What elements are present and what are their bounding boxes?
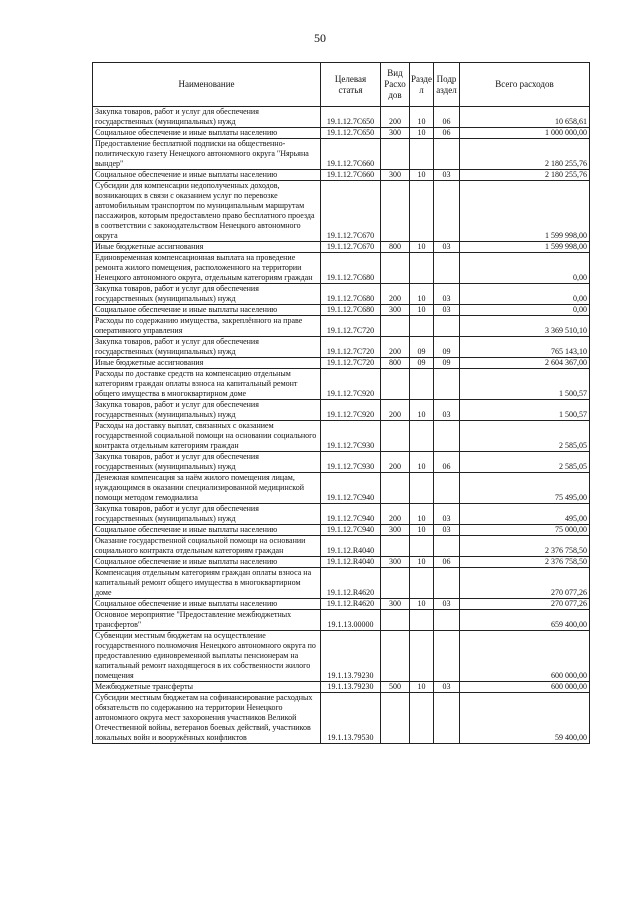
row-section <box>410 139 434 170</box>
table-row <box>93 631 590 682</box>
row-section: 10 <box>410 242 434 253</box>
table-header-row <box>93 63 590 107</box>
row-expense-type: 200 <box>381 337 410 358</box>
row-subsection: 06 <box>434 128 460 139</box>
row-expense-type <box>381 536 410 557</box>
row-total: 0,00 <box>460 284 590 305</box>
row-name: Социальное обеспечение и иные выплаты населению <box>93 305 321 316</box>
row-subsection: 03 <box>434 525 460 536</box>
row-name: Субсидии местным бюджетам на софинансирование расходных обязательств по содержанию на территории Ненецкого автономного округа мест захоронения участников Великой Отечественной войны, ветеранов боевых действий, участников локальных войн и вооружённых конфликтов <box>93 693 321 744</box>
row-target-article: 19.1.12.7C920 <box>321 369 381 400</box>
row-total: 1 000 000,00 <box>460 128 590 139</box>
row-section <box>410 181 434 242</box>
row-target-article: 19.1.12.R4040 <box>321 536 381 557</box>
table-row <box>93 599 590 610</box>
row-total: 2 585,05 <box>460 452 590 473</box>
row-section <box>410 568 434 599</box>
table-row <box>93 557 590 568</box>
row-name: Расходы по доставке средств на компенсацию отдельным категориям граждан оплаты взноса на капитальный ремонт общего имущества в многоквартирном доме <box>93 369 321 400</box>
row-subsection: 03 <box>434 504 460 525</box>
row-total: 1 500,57 <box>460 400 590 421</box>
row-expense-type: 300 <box>381 128 410 139</box>
row-total: 1 500,57 <box>460 369 590 400</box>
row-expense-type: 200 <box>381 107 410 128</box>
row-total: 1 599 998,00 <box>460 181 590 242</box>
table-row <box>93 693 590 744</box>
row-total: 495,00 <box>460 504 590 525</box>
row-name: Закупка товаров, работ и услуг для обеспечения государственных (муниципальных) нужд <box>93 337 321 358</box>
row-subsection <box>434 473 460 504</box>
row-section <box>410 693 434 744</box>
table-row <box>93 682 590 693</box>
row-section: 10 <box>410 305 434 316</box>
row-name: Социальное обеспечение и иные выплаты населению <box>93 557 321 568</box>
row-total: 2 585,05 <box>460 421 590 452</box>
table-row <box>93 284 590 305</box>
row-name: Иные бюджетные ассигнования <box>93 358 321 369</box>
row-name: Закупка товаров, работ и услуг для обеспечения государственных (муниципальных) нужд <box>93 504 321 525</box>
row-expense-type: 800 <box>381 242 410 253</box>
row-target-article: 19.1.12.7C660 <box>321 170 381 181</box>
row-expense-type: 200 <box>381 400 410 421</box>
row-section <box>410 369 434 400</box>
row-target-article: 19.1.12.R4040 <box>321 557 381 568</box>
row-subsection: 03 <box>434 682 460 693</box>
row-total: 600 000,00 <box>460 682 590 693</box>
row-expense-type <box>381 473 410 504</box>
row-total: 2 180 255,76 <box>460 170 590 181</box>
row-name: Субвенции местным бюджетам на осуществление государственного полномочия Ненецкого автономного округа по предоставлению единовременной выплаты пенсионерам на капитальный ремонт находящегося в их собственности жилого помещения <box>93 631 321 682</box>
table-row <box>93 536 590 557</box>
row-subsection <box>434 693 460 744</box>
table-row <box>93 504 590 525</box>
row-expense-type: 300 <box>381 599 410 610</box>
table-row <box>93 421 590 452</box>
row-subsection <box>434 139 460 170</box>
row-target-article: 19.1.13.79530 <box>321 693 381 744</box>
row-subsection <box>434 610 460 631</box>
row-total: 75 000,00 <box>460 525 590 536</box>
row-section <box>410 316 434 337</box>
table-row <box>93 369 590 400</box>
row-name: Закупка товаров, работ и услуг для обеспечения государственных (муниципальных) нужд <box>93 284 321 305</box>
row-section <box>410 610 434 631</box>
table-row <box>93 452 590 473</box>
row-name: Социальное обеспечение и иные выплаты населению <box>93 128 321 139</box>
row-target-article: 19.1.12.7C670 <box>321 242 381 253</box>
row-expense-type: 800 <box>381 358 410 369</box>
row-target-article: 19.1.12.7C930 <box>321 421 381 452</box>
page-number: 50 <box>314 31 326 45</box>
row-total: 765 143,10 <box>460 337 590 358</box>
row-name: Расходы на доставку выплат, связанных с оказанием государственной социальной помощи на основании социального контракта отдельным категориям граждан <box>93 421 321 452</box>
header-target-article: Целевая статья <box>321 63 381 107</box>
row-section: 09 <box>410 358 434 369</box>
row-expense-type <box>381 316 410 337</box>
row-total: 0,00 <box>460 253 590 284</box>
row-target-article: 19.1.12.7C720 <box>321 316 381 337</box>
row-subsection: 06 <box>434 557 460 568</box>
row-total: 10 658,61 <box>460 107 590 128</box>
row-subsection: 03 <box>434 242 460 253</box>
row-subsection: 06 <box>434 107 460 128</box>
row-expense-type <box>381 693 410 744</box>
row-subsection <box>434 181 460 242</box>
row-target-article: 19.1.12.7C650 <box>321 107 381 128</box>
row-name: Основное мероприятие "Предоставление межбюджетных трансфертов" <box>93 610 321 631</box>
row-section <box>410 631 434 682</box>
row-target-article: 19.1.12.7C670 <box>321 181 381 242</box>
row-expense-type <box>381 181 410 242</box>
header-expense-type: Вид Расхо дов <box>381 63 410 107</box>
header-subsection: Подр аздел <box>434 63 460 107</box>
header-name: Наименование <box>93 63 321 107</box>
row-name: Предоставление бесплатной подписки на общественно-политическую газету Ненецкого автономного округа "Нярьяна вындер" <box>93 139 321 170</box>
row-subsection: 03 <box>434 170 460 181</box>
row-target-article: 19.1.12.7C940 <box>321 504 381 525</box>
table-row <box>93 305 590 316</box>
row-expense-type: 200 <box>381 504 410 525</box>
row-expense-type: 300 <box>381 305 410 316</box>
row-target-article: 19.1.12.7C720 <box>321 337 381 358</box>
row-section <box>410 473 434 504</box>
row-subsection <box>434 421 460 452</box>
row-section: 10 <box>410 682 434 693</box>
row-total: 600 000,00 <box>460 631 590 682</box>
row-subsection <box>434 631 460 682</box>
row-target-article: 19.1.12.R4620 <box>321 568 381 599</box>
row-expense-type: 300 <box>381 525 410 536</box>
row-name: Социальное обеспечение и иные выплаты населению <box>93 525 321 536</box>
row-name: Компенсация отдельным категориям граждан оплаты взноса на капитальный ремонт общего имущества в многоквартирном доме <box>93 568 321 599</box>
row-section <box>410 536 434 557</box>
row-expense-type <box>381 253 410 284</box>
table-body <box>93 107 590 744</box>
row-target-article: 19.1.12.7C680 <box>321 253 381 284</box>
row-name: Единовременная компенсационная выплата на проведение ремонта жилого помещения, расположенного на территории Ненецкого автономного округа, отдельным категориям граждан <box>93 253 321 284</box>
table-row <box>93 525 590 536</box>
row-expense-type: 300 <box>381 170 410 181</box>
row-target-article: 19.1.12.7C680 <box>321 284 381 305</box>
row-target-article: 19.1.12.7C940 <box>321 525 381 536</box>
row-total: 270 077,26 <box>460 599 590 610</box>
row-target-article: 19.1.12.7C940 <box>321 473 381 504</box>
row-section: 10 <box>410 452 434 473</box>
table-row <box>93 610 590 631</box>
row-section: 10 <box>410 557 434 568</box>
row-subsection: 03 <box>434 305 460 316</box>
row-section: 10 <box>410 400 434 421</box>
row-name: Закупка товаров, работ и услуг для обеспечения государственных (муниципальных) нужд <box>93 452 321 473</box>
row-target-article: 19.1.12.R4620 <box>321 599 381 610</box>
row-name: Субсидии для компенсации недополученных доходов, возникающих в связи с оказанием услуг по перевозке автомобильным транспортом по муниципальным маршрутам пассажиров, которым предоставлено право бесплатного проезда в соответствии с законодательством Ненецкого автономного округа <box>93 181 321 242</box>
row-subsection <box>434 316 460 337</box>
row-expense-type <box>381 139 410 170</box>
row-section: 10 <box>410 170 434 181</box>
row-total: 59 400,00 <box>460 693 590 744</box>
row-subsection: 03 <box>434 400 460 421</box>
row-name: Социальное обеспечение и иные выплаты населению <box>93 599 321 610</box>
row-section <box>410 421 434 452</box>
table-row <box>93 107 590 128</box>
row-target-article: 19.1.12.7C680 <box>321 305 381 316</box>
row-expense-type: 200 <box>381 284 410 305</box>
row-expense-type <box>381 421 410 452</box>
row-total: 0,00 <box>460 305 590 316</box>
row-target-article: 19.1.12.7C930 <box>321 452 381 473</box>
row-target-article: 19.1.13.79230 <box>321 631 381 682</box>
row-subsection: 09 <box>434 337 460 358</box>
row-total: 2 376 758,50 <box>460 557 590 568</box>
row-total: 3 369 510,10 <box>460 316 590 337</box>
row-name: Расходы по содержанию имущества, закреплённого на праве оперативного управления <box>93 316 321 337</box>
row-name: Денежная компенсация за наём жилого помещения лицам, нуждающимся в оказании специализированной медицинской помощи методом гемодиализа <box>93 473 321 504</box>
row-subsection <box>434 369 460 400</box>
row-expense-type <box>381 610 410 631</box>
row-name: Оказание государственной социальной помощи на основании социального контракта отдельным категориям граждан <box>93 536 321 557</box>
row-total: 659 400,00 <box>460 610 590 631</box>
row-section: 09 <box>410 337 434 358</box>
header-total-expenses: Всего расходов <box>460 63 590 107</box>
row-expense-type <box>381 568 410 599</box>
table-row <box>93 128 590 139</box>
row-target-article: 19.1.12.7C650 <box>321 128 381 139</box>
table-row <box>93 400 590 421</box>
row-subsection: 03 <box>434 284 460 305</box>
row-subsection: 03 <box>434 599 460 610</box>
row-section: 10 <box>410 107 434 128</box>
row-expense-type: 300 <box>381 557 410 568</box>
row-section <box>410 253 434 284</box>
row-section: 10 <box>410 128 434 139</box>
table-row <box>93 181 590 242</box>
table-row <box>93 170 590 181</box>
row-section: 10 <box>410 599 434 610</box>
row-subsection: 09 <box>434 358 460 369</box>
row-subsection: 06 <box>434 452 460 473</box>
table-row <box>93 139 590 170</box>
row-name: Закупка товаров, работ и услуг для обеспечения государственных (муниципальных) нужд <box>93 400 321 421</box>
row-total: 2 180 255,76 <box>460 139 590 170</box>
row-subsection <box>434 253 460 284</box>
row-total: 75 495,00 <box>460 473 590 504</box>
row-expense-type <box>381 369 410 400</box>
row-section: 10 <box>410 504 434 525</box>
row-target-article: 19.1.13.00000 <box>321 610 381 631</box>
row-subsection <box>434 568 460 599</box>
header-section: Разде л <box>410 63 434 107</box>
row-target-article: 19.1.12.7C720 <box>321 358 381 369</box>
row-subsection <box>434 536 460 557</box>
row-total: 2 376 758,50 <box>460 536 590 557</box>
row-section: 10 <box>410 525 434 536</box>
table-row <box>93 568 590 599</box>
row-name: Иные бюджетные ассигнования <box>93 242 321 253</box>
expenditure-table <box>92 62 590 744</box>
row-expense-type <box>381 631 410 682</box>
table-row <box>93 242 590 253</box>
row-expense-type: 200 <box>381 452 410 473</box>
row-total: 1 599 998,00 <box>460 242 590 253</box>
row-total: 270 077,26 <box>460 568 590 599</box>
row-name: Закупка товаров, работ и услуг для обеспечения государственных (муниципальных) нужд <box>93 107 321 128</box>
row-target-article: 19.1.12.7C920 <box>321 400 381 421</box>
table-row <box>93 358 590 369</box>
row-name: Межбюджетные трансферты <box>93 682 321 693</box>
row-expense-type: 500 <box>381 682 410 693</box>
row-section: 10 <box>410 284 434 305</box>
table-row <box>93 473 590 504</box>
row-target-article: 19.1.12.7C660 <box>321 139 381 170</box>
table-row <box>93 253 590 284</box>
row-target-article: 19.1.13.79230 <box>321 682 381 693</box>
row-total: 2 604 367,00 <box>460 358 590 369</box>
row-name: Социальное обеспечение и иные выплаты населению <box>93 170 321 181</box>
table-row <box>93 337 590 358</box>
table-row <box>93 316 590 337</box>
